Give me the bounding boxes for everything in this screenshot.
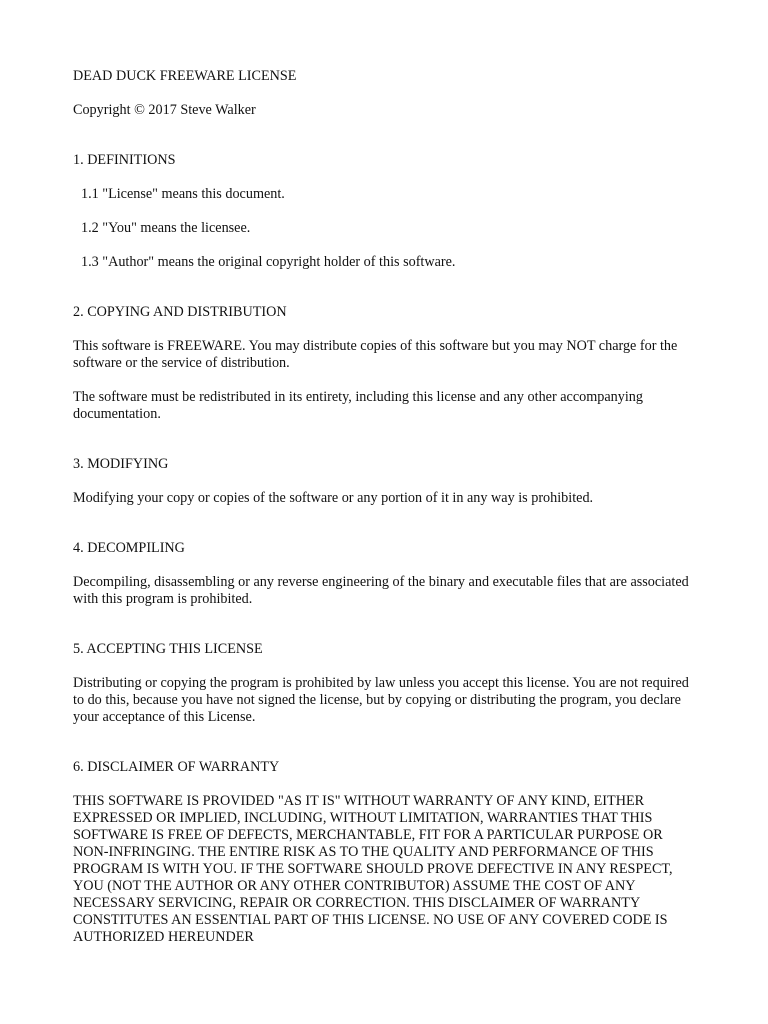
section-paragraph: The software must be redistributed in its entirety, including this license and any other accompanying documentation. — [73, 389, 643, 422]
section-heading-decompiling: 4. DECOMPILING — [73, 540, 185, 556]
section-heading-accepting: 5. ACCEPTING THIS LICENSE — [73, 641, 263, 657]
section-heading-definitions: 1. DEFINITIONS — [73, 152, 176, 168]
document-page — [73, 68, 698, 963]
section-paragraph: Decompiling, disassembling or any reverse engineering of the binary and executable files that are associated with this program is prohibited. — [73, 574, 689, 607]
section-heading-copying: 2. COPYING AND DISTRIBUTION — [73, 304, 287, 320]
definition-item: 1.2 "You" means the licensee. — [81, 220, 251, 236]
document-title: DEAD DUCK FREEWARE LICENSE — [73, 68, 297, 84]
section-paragraph: THIS SOFTWARE IS PROVIDED "AS IT IS" WITHOUT WARRANTY OF ANY KIND, EITHER EXPRESSED OR IMPLIED, INCLUDING, WITHOUT LIMITATION, WARRANTIES THAT THIS SOFTWARE IS FREE OF DEFECTS, MERCHANTABLE, FIT FOR A PARTICULAR PURPOSE OR NON-INFRINGING. THE ENTIRE RISK AS TO THE QUALITY AND PERFORMANCE OF THIS PROGRAM IS WITH YOU. IF THE SOFTWARE SHOULD PROVE DEFECTIVE IN ANY RESPECT, YOU (NOT THE AUTHOR OR ANY OTHER CONTRIBUTOR) ASSUME THE COST OF ANY NECESSARY SERVICING, REPAIR OR CORRECTION. THIS DISCLAIMER OF WARRANTY CONSTITUTES AN ESSENTIAL PART OF THIS LICENSE. NO USE OF ANY COVERED CODE IS AUTHORIZED HEREUNDER — [73, 793, 673, 945]
section-paragraph: Modifying your copy or copies of the software or any portion of it in any way is prohibited. — [73, 490, 594, 506]
section-heading-disclaimer: 6. DISCLAIMER OF WARRANTY — [73, 759, 280, 775]
section-heading-modifying: 3. MODIFYING — [73, 456, 169, 472]
definition-item: 1.3 "Author" means the original copyright holder of this software. — [81, 254, 456, 270]
definition-item: 1.1 "License" means this document. — [81, 186, 285, 202]
section-paragraph: This software is FREEWARE. You may distribute copies of this software but you may NOT charge for the software or the service of distribution. — [73, 338, 678, 371]
section-paragraph: Distributing or copying the program is prohibited by law unless you accept this license. You are not required to do this, because you have not signed the license, but by copying or distributing the program, you declare your acceptance of this License. — [73, 675, 689, 725]
copyright-notice: Copyright © 2017 Steve Walker — [73, 102, 256, 118]
